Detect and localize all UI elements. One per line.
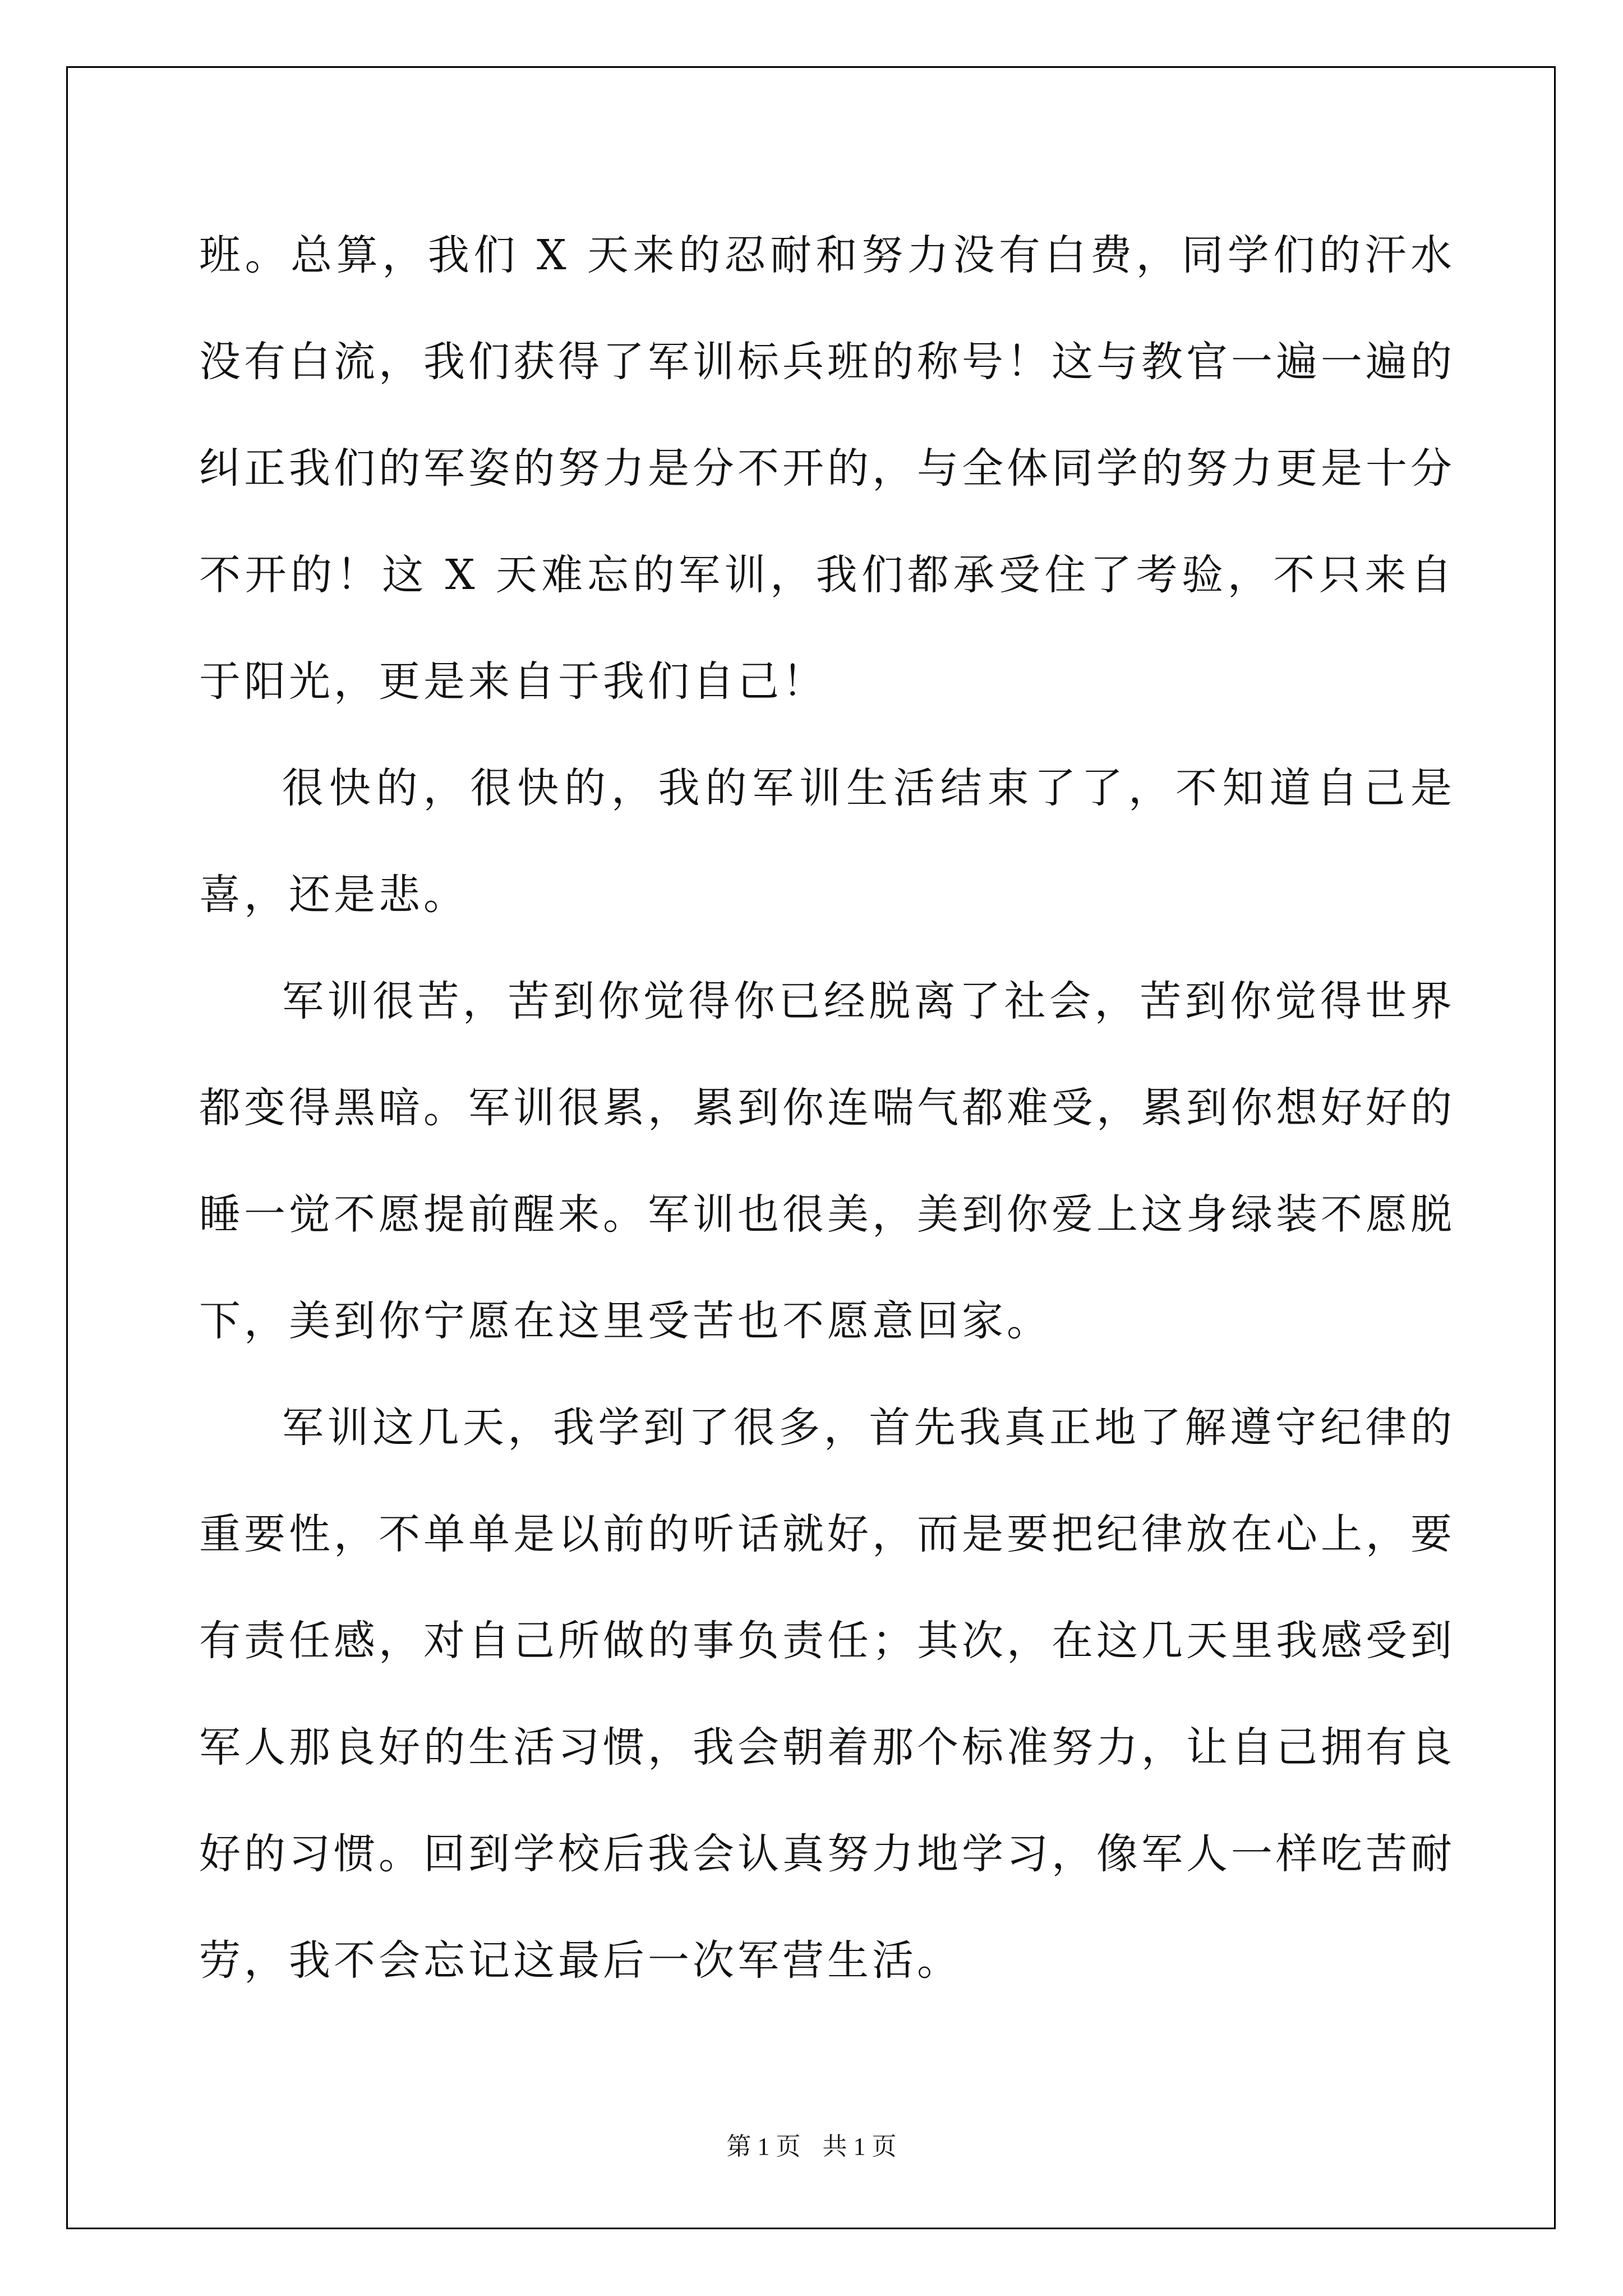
paragraph-2: 很快的，很快的，我的军训生活结束了了，不知道自己是喜，还是悲。 [199, 764, 1455, 919]
document-body [199, 202, 1455, 2014]
page-number: 第 1 页 [726, 2133, 801, 2160]
page-total: 共 1 页 [822, 2133, 897, 2160]
page-footer [0, 2126, 1623, 2162]
paragraph-1: 班。总算，我们 X 天来的忍耐和努力没有白费，同学们的汗水没有白流，我们获得了军训标兵班的称号！这与教官一遍一遍的纠正我们的军姿的努力是分不开的，与全体同学的努力更是十分不开的！这 X 天难忘的军训，我们都承受住了考验，不只来自于阳光，更是来自于我们自己！ [199, 231, 1455, 706]
paragraph-3: 军训很苦，苦到你觉得你已经脱离了社会，苦到你觉得世界都变得黑暗。军训很累，累到你连喘气都难受，累到你想好好的睡一觉不愿提前醒来。军训也很美，美到你爱上这身绿装不愿脱下，美到你宁愿在这里受苦也不愿意回家。 [199, 977, 1455, 1345]
paragraph-4: 军训这几天，我学到了很多，首先我真正地了解遵守纪律的重要性，不单单是以前的听话就好，而是要把纪律放在心上，要有责任感，对自己所做的事负责任；其次，在这几天里我感受到军人那良好的生活习惯，我会朝着那个标准努力，让自己拥有良好的习惯。回到学校后我会认真努力地学习，像军人一样吃苦耐劳，我不会忘记这最后一次军营生活。 [199, 1404, 1455, 1985]
